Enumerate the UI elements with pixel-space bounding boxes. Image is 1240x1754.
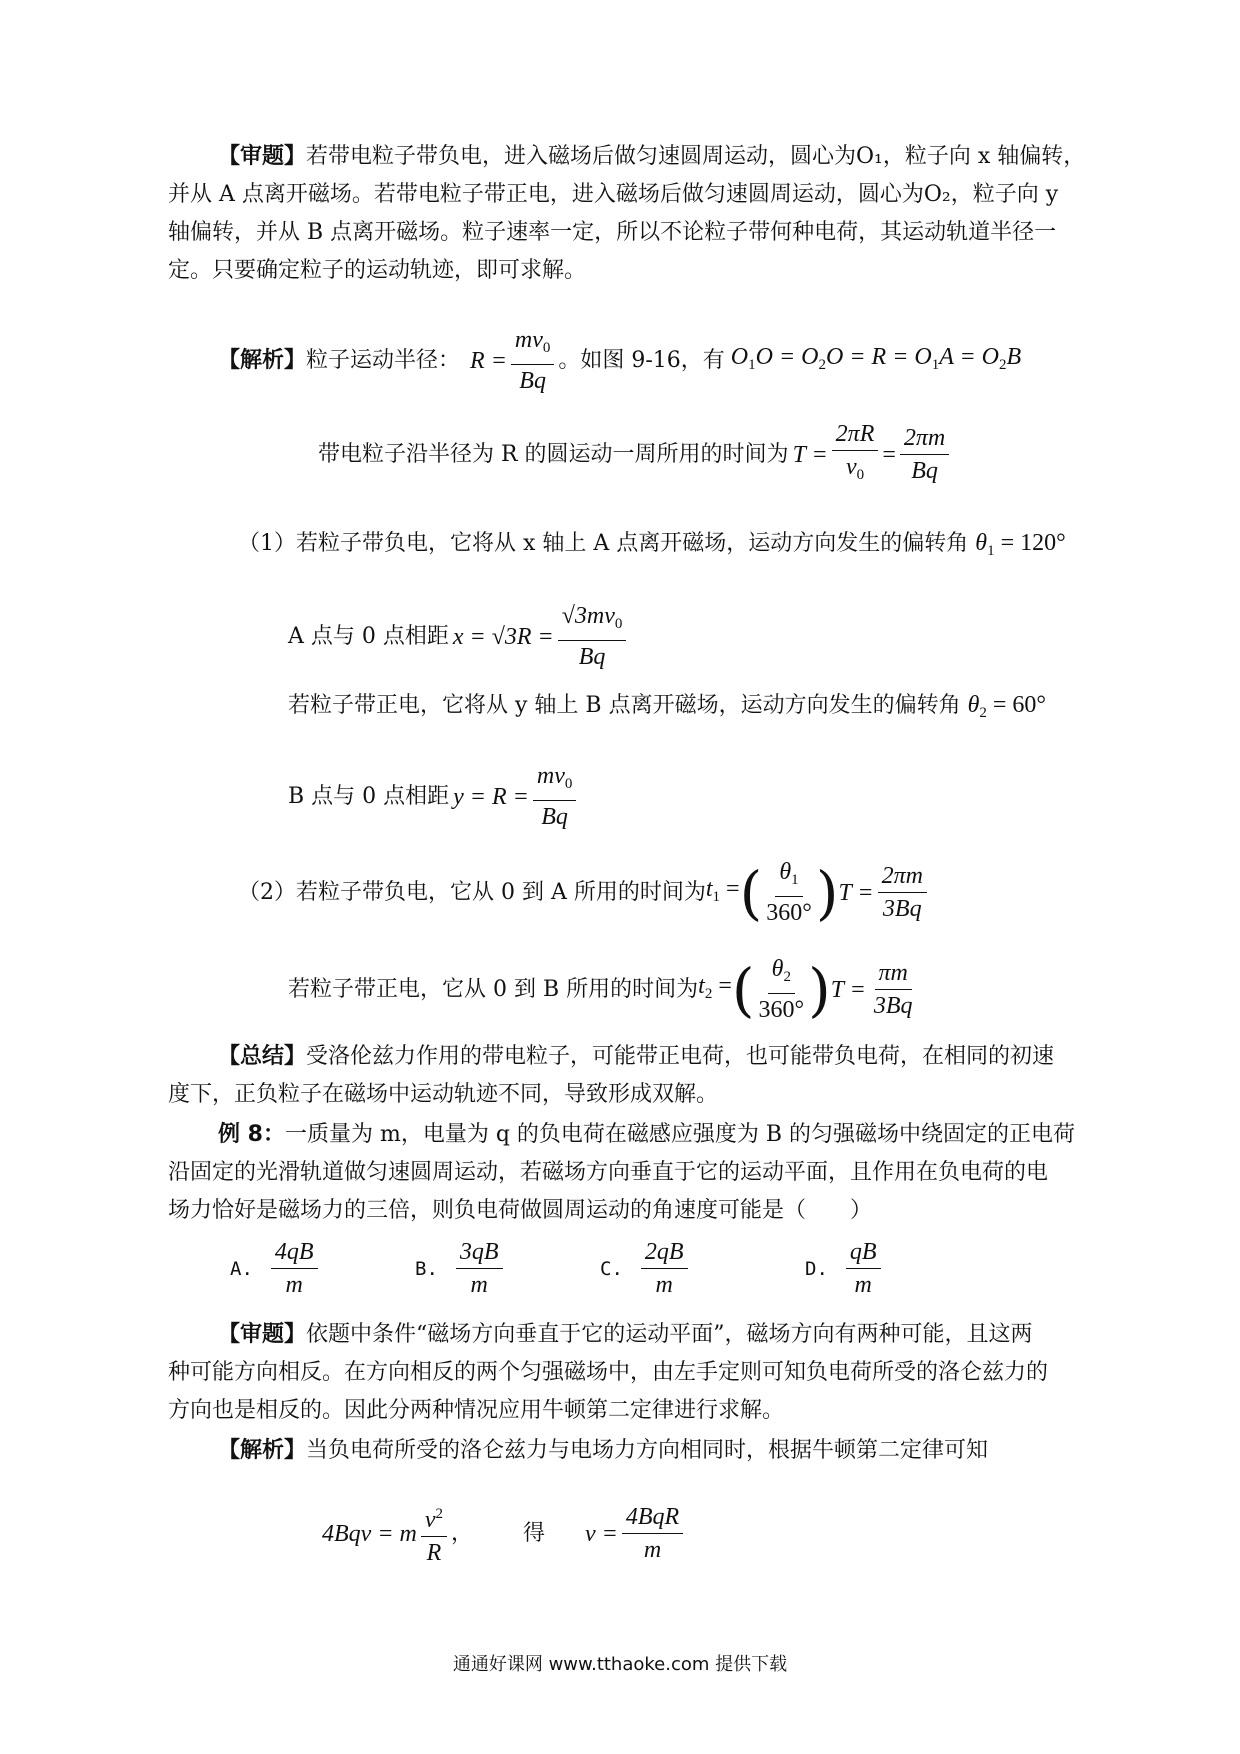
paren-right: ) [808,955,831,1024]
p10-line2: 度下，正负粒子在磁场中运动轨迹不同，导致形成双解。 [168,1082,719,1107]
option-c-frac: $\frac{2qB}{m}$ [641,1238,688,1299]
frac-period-1: $\frac{2\pi R}{v_0}$ [832,420,879,489]
option-b-frac: $\frac{3qB}{m}$ [456,1238,503,1299]
paren-left: ( [739,858,763,927]
p12-line2: 种可能方向相反。在方向相反的两个匀强磁场中，由左手定则可知负电荷所受的洛仑兹力的 [168,1360,1049,1385]
frac-t2-ratio: $\frac{\theta_2}{360^\circ}$ [758,956,805,1023]
p11-text1: 一质量为 m，电量为 q 的负电荷在磁感应强度为 B 的匀强磁场中绕固定的正电荷 [284,1122,1076,1147]
example-label: 例 8： [218,1122,285,1147]
p12-line1 [218,1320,1033,1350]
eq-newton-end: ， [451,1520,474,1546]
frac-t1-ratio: $\frac{\theta_1}{360^\circ}$ [766,859,812,926]
de-word: 得 [523,1520,546,1546]
p6-line [288,690,1046,728]
eq-distance-a-lhs: x = √3R = [452,623,554,650]
p10-tag: 【总结】 [218,1044,307,1069]
p7-line [288,762,580,831]
p11-line1 [218,1120,1075,1150]
p5-line [288,602,630,671]
p13-tag: 【解析】 [218,1438,307,1463]
option-a: A. $\frac{4qB}{m}$ [230,1238,322,1299]
p11-line3: 场力恰好是磁场力的三倍，则负电荷做圆周运动的角速度可能是（ ） [168,1198,873,1223]
p1-line4: 定。只要确定粒子的运动轨迹，即可求解。 [168,258,587,283]
eq-radius-equalities: $O_1O = O_2O = R = O_1A = O_2B$ [730,343,1022,373]
p12-tag: 【审题】 [218,1322,307,1347]
frac-t1-result: $\frac{2\pi m}{3Bq}$ [878,862,927,923]
eq-t2-mid: T = [830,976,866,1003]
p1-line2: 并从 A 点离开磁场。若带电粒子带正电，进入磁场后做匀速圆周运动，圆心为O₂，粒子向 y [168,182,1059,207]
p7-text: B 点与 0 点相距 [288,783,450,809]
p2-text2: 。如图 9-16，有 [558,347,725,373]
p1-line3: 轴偏转，并从 B 点离开磁场。粒子速率一定，所以不论粒子带何种电荷，其运动轨道半径一 [168,220,1057,245]
frac-distance-b: $\frac{mv_0}{Bq}$ [533,762,576,831]
eq-distance-b-lhs: y = R = [453,783,529,810]
p2-tag: 【解析】 [218,347,307,373]
eq-v-lhs: v = [585,1520,618,1547]
p12-line3: 方向也是相反的。因此分两种情况应用牛顿第二定律进行求解。 [168,1398,785,1423]
p2-text1: 粒子运动半径： [306,347,461,373]
frac-distance-a: $\frac{√3mv_0}{Bq}$ [558,602,627,671]
eq-t1-mid: T = [838,879,874,906]
frac-period-2: $\frac{2\pi m}{Bq}$ [900,424,949,485]
eq-t2-lhs: $t_2$ = [698,972,732,1002]
option-d-frac: $\frac{qB}{m}$ [846,1238,881,1299]
page-footer: 通通好课网 www.tthaoke.com 提供下载 [452,1654,788,1675]
p8-text: （2）若粒子带负电，它从 0 到 A 所用的时间为 [238,879,706,905]
p12-text1: 依题中条件“磁场方向垂直于它的运动平面”，磁场方向有两种可能，且这两 [306,1322,1033,1347]
p10-line1 [218,1042,1054,1072]
p9-line [288,955,921,1024]
eq-newton-lhs: 4Bqv = m [322,1520,417,1547]
frac-v: $\frac{\text{4BqR}}{m}$ [622,1503,683,1564]
option-a-frac: $\frac{4qB}{m}$ [271,1238,318,1299]
eq-t1-lhs: $t_1$ = [705,875,740,905]
frac-newton: $\frac{v^2}{R}$ [421,1500,447,1567]
frac-radius: $\frac{mv_0}{Bq}$ [511,326,554,395]
p6-text: 若粒子带正电，它将从 y 轴上 B 点离开磁场，运动方向发生的偏转角 [288,693,961,718]
p3-line [318,420,953,489]
p5-text: A 点与 0 点相距 [288,623,449,649]
p11-line2: 沿固定的光滑轨道做匀速圆周运动，若磁场方向垂直于它的运动平面，且作用在负电荷的电 [168,1160,1049,1185]
paren-left: ( [731,955,755,1024]
p14-line [322,1500,687,1567]
eq-period-mid: = [882,441,896,468]
option-c: C. $\frac{2qB}{m}$ [600,1238,692,1299]
p1-tag: 【审题】 [218,144,307,169]
p2-line [218,326,1021,395]
eq-radius-lhs: R = [470,347,507,374]
p8-line [238,858,931,927]
p13-text1: 当负电荷所受的洛仑兹力与电场力方向相同时，根据牛顿第二定律可知 [306,1438,989,1463]
p1-text1: 若带电粒子带负电，进入磁场后做匀速圆周运动，圆心为O₁，粒子向 x 轴偏转， [306,144,1086,169]
option-d: D. $\frac{qB}{m}$ [805,1238,885,1299]
p9-text: 若粒子带正电，它从 0 到 B 所用的时间为 [288,976,699,1002]
p4-text: （1）若粒子带负电，它将从 x 轴上 A 点离开磁场，运动方向发生的偏转角 [238,531,969,556]
eq-theta2: $\theta_2 = 60^\circ$ [967,692,1047,721]
frac-t2-result: $\frac{\pi m}{3Bq}$ [873,960,913,1019]
eq-theta1: $\theta_1 = 120^\circ$ [975,530,1066,559]
paren-right: ) [815,858,839,927]
p13-line1 [218,1436,988,1466]
p1-line1 [218,142,1085,172]
p3-text: 带电粒子沿半径为 R 的圆运动一周所用的时间为 [318,441,789,467]
p10-text1: 受洛伦兹力作用的带电粒子，可能带正电荷，也可能带负电荷，在相同的初速 [306,1044,1055,1069]
p4-line [238,528,1066,566]
option-b: B. $\frac{3qB}{m}$ [415,1238,507,1299]
eq-period-lhs: T = [792,441,828,468]
